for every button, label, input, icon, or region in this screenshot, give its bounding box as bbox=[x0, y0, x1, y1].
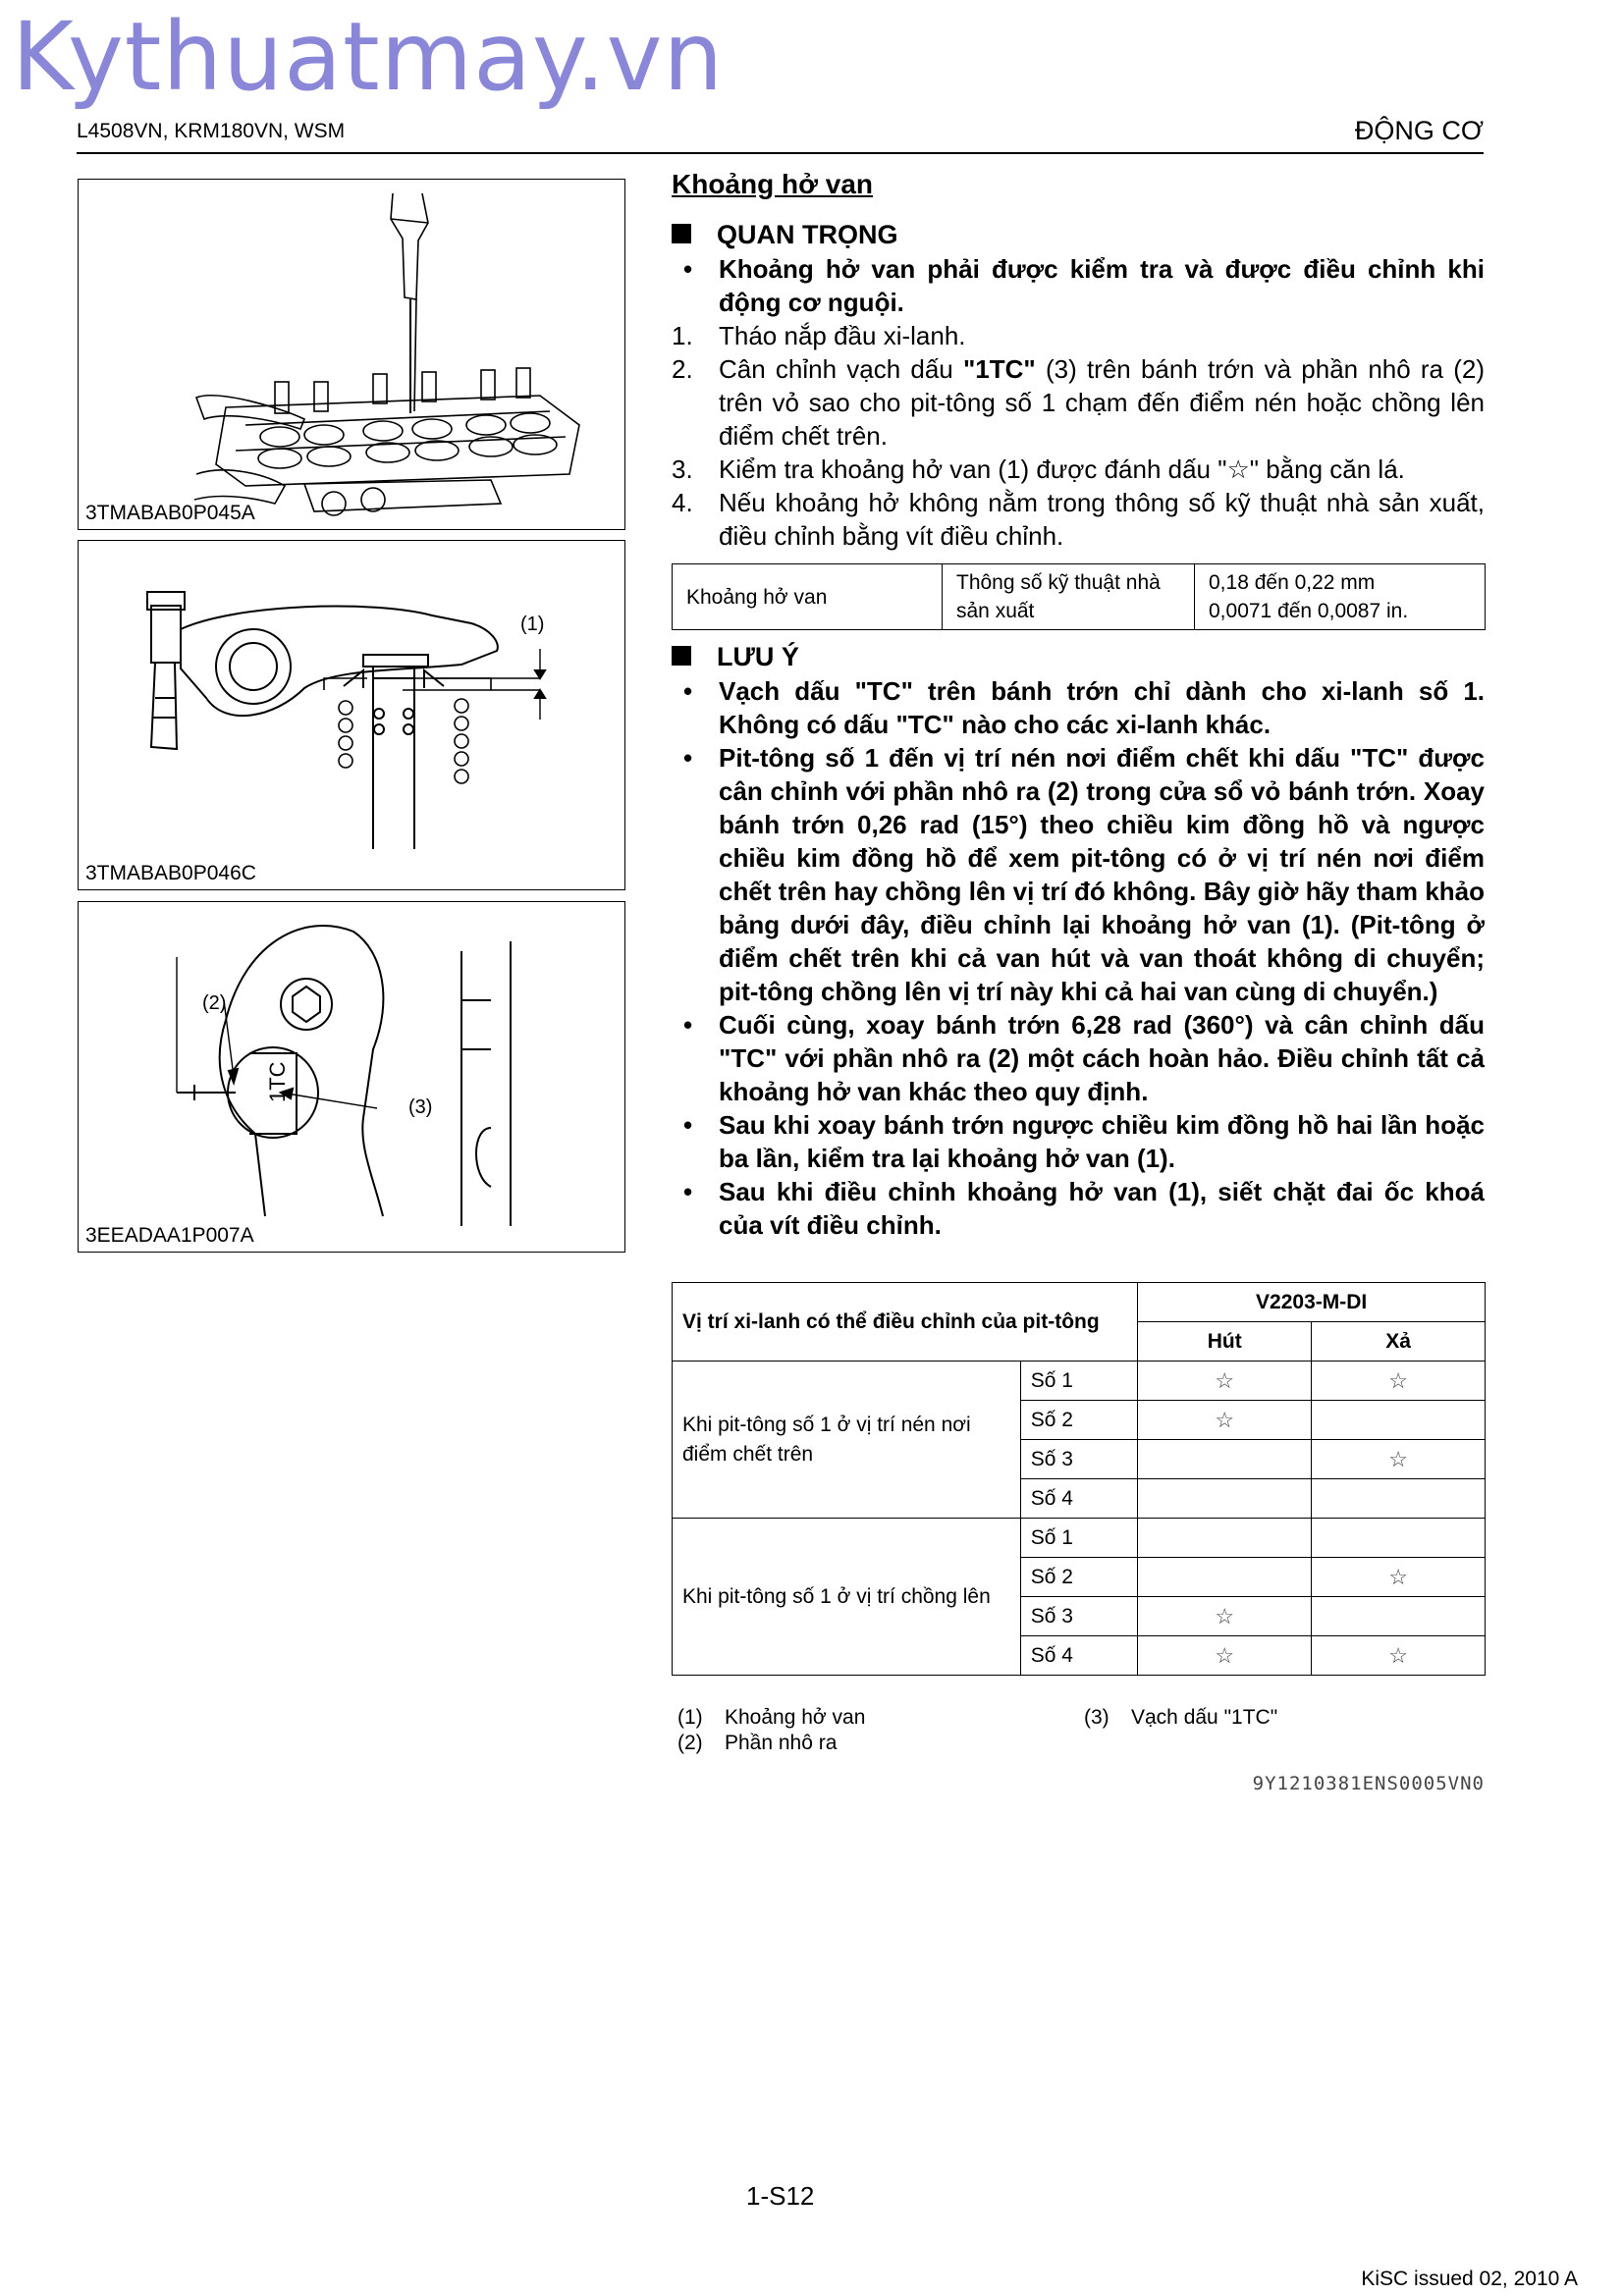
bullet-icon: • bbox=[683, 676, 693, 706]
bullet-icon: • bbox=[683, 254, 693, 284]
header-model: L4508VN, KRM180VN, WSM bbox=[77, 120, 346, 142]
exhaust-star-cell: ☆ bbox=[1312, 1362, 1486, 1401]
note-bullet: • Sau khi xoay bánh trớn ngược chiều kim đồng hồ hai lần hoặc ba lần, kiểm tra lại khoảng hở van (1). bbox=[683, 1110, 1485, 1173]
legend-item: (2) Phần nhô ra bbox=[677, 1732, 838, 1754]
intake-star-cell bbox=[1138, 1558, 1312, 1597]
bullet-icon: • bbox=[683, 1010, 693, 1040]
header-rule bbox=[77, 152, 1484, 154]
intake-star-cell bbox=[1138, 1519, 1312, 1558]
exhaust-star-cell: ☆ bbox=[1312, 1558, 1486, 1597]
cylinder-cell: Số 3 bbox=[1020, 1440, 1138, 1479]
step-item: 3. Kiểm tra khoảng hở van (1) được đánh dấu "☆" bằng căn lá. bbox=[672, 454, 1405, 484]
note-list bbox=[672, 674, 1485, 1242]
valve-gauge-illustration bbox=[79, 180, 624, 529]
figure-flywheel-mark bbox=[78, 901, 625, 1253]
spec-table bbox=[672, 563, 1486, 630]
section-title: Khoảng hở van bbox=[672, 169, 874, 199]
spec-value: 0,18 đến 0,22 mm 0,0071 đến 0,0087 in. bbox=[1195, 564, 1486, 630]
cyl-header-label: Vị trí xi-lanh có thể điều chỉnh của pit-tông bbox=[673, 1283, 1138, 1362]
cylinder-cell: Số 3 bbox=[1020, 1597, 1138, 1636]
table-row bbox=[673, 1362, 1486, 1401]
intake-header: Hút bbox=[1138, 1322, 1312, 1362]
exhaust-star-cell bbox=[1312, 1597, 1486, 1636]
figure-rocker-arm bbox=[78, 540, 625, 890]
exhaust-star-cell bbox=[1312, 1479, 1486, 1519]
model-header: V2203-M-DI bbox=[1138, 1283, 1486, 1322]
issue-note: KiSC issued 02, 2010 A bbox=[1361, 2268, 1578, 2290]
step-number: 3. bbox=[672, 454, 693, 484]
bullet-icon: • bbox=[683, 743, 693, 773]
cylinder-cell: Số 2 bbox=[1020, 1558, 1138, 1597]
exhaust-star-cell: ☆ bbox=[1312, 1636, 1486, 1676]
cylinder-cell: Số 4 bbox=[1020, 1479, 1138, 1519]
tc-mark-text: 1TC bbox=[265, 1061, 290, 1102]
watermark: Kythuatmay.vn bbox=[12, 2, 725, 112]
square-bullet-icon bbox=[672, 646, 691, 666]
note-block bbox=[672, 642, 1485, 1242]
figure-caption: 3TMABAB0P046C bbox=[85, 862, 256, 884]
important-bullet: • Khoảng hở van phải được kiểm tra và được điều chỉnh khi động cơ nguội. bbox=[683, 254, 1485, 317]
callout-2: (2) bbox=[202, 992, 227, 1014]
document-code: 9Y1210381ENS0005VN0 bbox=[1252, 1773, 1485, 1794]
spec-label: Khoảng hở van bbox=[673, 564, 943, 630]
spec-source: Thông số kỹ thuật nhà sản xuất bbox=[943, 564, 1195, 630]
exhaust-header: Xả bbox=[1312, 1322, 1486, 1362]
step-number: 2. bbox=[672, 354, 693, 384]
cylinder-cell: Số 1 bbox=[1020, 1519, 1138, 1558]
bullet-icon: • bbox=[683, 1177, 693, 1206]
intake-star-cell: ☆ bbox=[1138, 1597, 1312, 1636]
group-label: Khi pit-tông số 1 ở vị trí chồng lên bbox=[673, 1519, 1021, 1676]
cylinder-table bbox=[672, 1282, 1486, 1676]
note-heading: LƯU Ý bbox=[672, 642, 1485, 672]
exhaust-star-cell bbox=[1312, 1519, 1486, 1558]
cylinder-cell: Số 1 bbox=[1020, 1362, 1138, 1401]
exhaust-star-cell: ☆ bbox=[1312, 1440, 1486, 1479]
header-section: ĐỘNG CƠ bbox=[1354, 116, 1484, 145]
note-bullet: • Pit-tông số 1 đến vị trí nén nơi điểm chết khi dấu "TC" được cân chỉnh với phần nhô ra (2) trong cửa sổ vỏ bánh trớn. Xoay bánh trớn 0,26 rad (15°) theo chiều kim đồng hồ và ngược chiều kim đồng hồ để xem pit-tông có ở vị trí nén nơi điểm chết trên hay chồng lên vị trí đó không. Bây giờ hãy tham khảo bảng dưới đây, điều chỉnh lại khoảng hở van (1). (Pit-tông ở điểm chết trên khi cả van hút và van thoát không di chuyển; pit-tông chồng lên vị trí này khi cả hai van cùng di chuyển.) bbox=[683, 743, 1485, 1006]
flywheel-illustration bbox=[79, 902, 624, 1252]
legend-item: (1) Khoảng hở van bbox=[677, 1706, 866, 1729]
cylinder-cell: Số 4 bbox=[1020, 1636, 1138, 1676]
intake-star-cell bbox=[1138, 1440, 1312, 1479]
group-label: Khi pit-tông số 1 ở vị trí nén nơi điểm chết trên bbox=[673, 1362, 1021, 1519]
intake-star-cell: ☆ bbox=[1138, 1636, 1312, 1676]
figure-caption: 3EEADAA1P007A bbox=[85, 1224, 254, 1247]
page-number: 1-S12 bbox=[746, 2181, 815, 2211]
figure-valve-gauge bbox=[78, 179, 625, 530]
important-heading: QUAN TRỌNG bbox=[672, 220, 1485, 250]
note-bullet: • Cuối cùng, xoay bánh trớn 6,28 rad (360°) và cân chỉnh dấu "TC" với phần nhô ra (2) một cách hoàn hảo. Điều chỉnh tất cả khoảng hở van khác theo quy định. bbox=[683, 1010, 1485, 1106]
note-bullet: • Vạch dấu "TC" trên bánh trớn chỉ dành cho xi-lanh số 1. Không có dấu "TC" nào cho các xi-lanh khác. bbox=[683, 676, 1485, 739]
intake-star-cell: ☆ bbox=[1138, 1362, 1312, 1401]
legend bbox=[677, 1706, 865, 1755]
step-number: 1. bbox=[672, 321, 693, 350]
cylinder-cell: Số 2 bbox=[1020, 1401, 1138, 1440]
steps-list bbox=[672, 319, 1485, 553]
step-number: 4. bbox=[672, 488, 693, 517]
exhaust-star-cell bbox=[1312, 1401, 1486, 1440]
figure-caption: 3TMABAB0P045A bbox=[85, 502, 255, 524]
note-bullet: • Sau khi điều chỉnh khoảng hở van (1), siết chặt đai ốc khoá của vít điều chỉnh. bbox=[683, 1177, 1485, 1240]
callout-1: (1) bbox=[520, 614, 545, 635]
step-item: 4. Nếu khoảng hở không nằm trong thông số kỹ thuật nhà sản xuất, điều chỉnh bằng vít điều chỉnh. bbox=[672, 488, 1485, 551]
step-item: 1. Tháo nắp đầu xi-lanh. bbox=[672, 321, 966, 350]
important-block bbox=[672, 220, 1485, 553]
callout-3: (3) bbox=[408, 1096, 433, 1118]
intake-star-cell: ☆ bbox=[1138, 1401, 1312, 1440]
legend-item: (3) Vạch dấu "1TC" bbox=[1084, 1706, 1278, 1729]
intake-star-cell bbox=[1138, 1479, 1312, 1519]
bullet-icon: • bbox=[683, 1110, 693, 1140]
table-row bbox=[673, 1519, 1486, 1558]
step-item: 2. Cân chỉnh vạch dấu "1TC" (3) trên bánh trớn và phần nhô ra (2) trên vỏ sao cho pit-tông số 1 chạm đến điểm nén hoặc chồng lên điểm chết trên. bbox=[672, 354, 1485, 451]
square-bullet-icon bbox=[672, 224, 691, 243]
rocker-arm-illustration bbox=[79, 541, 624, 889]
